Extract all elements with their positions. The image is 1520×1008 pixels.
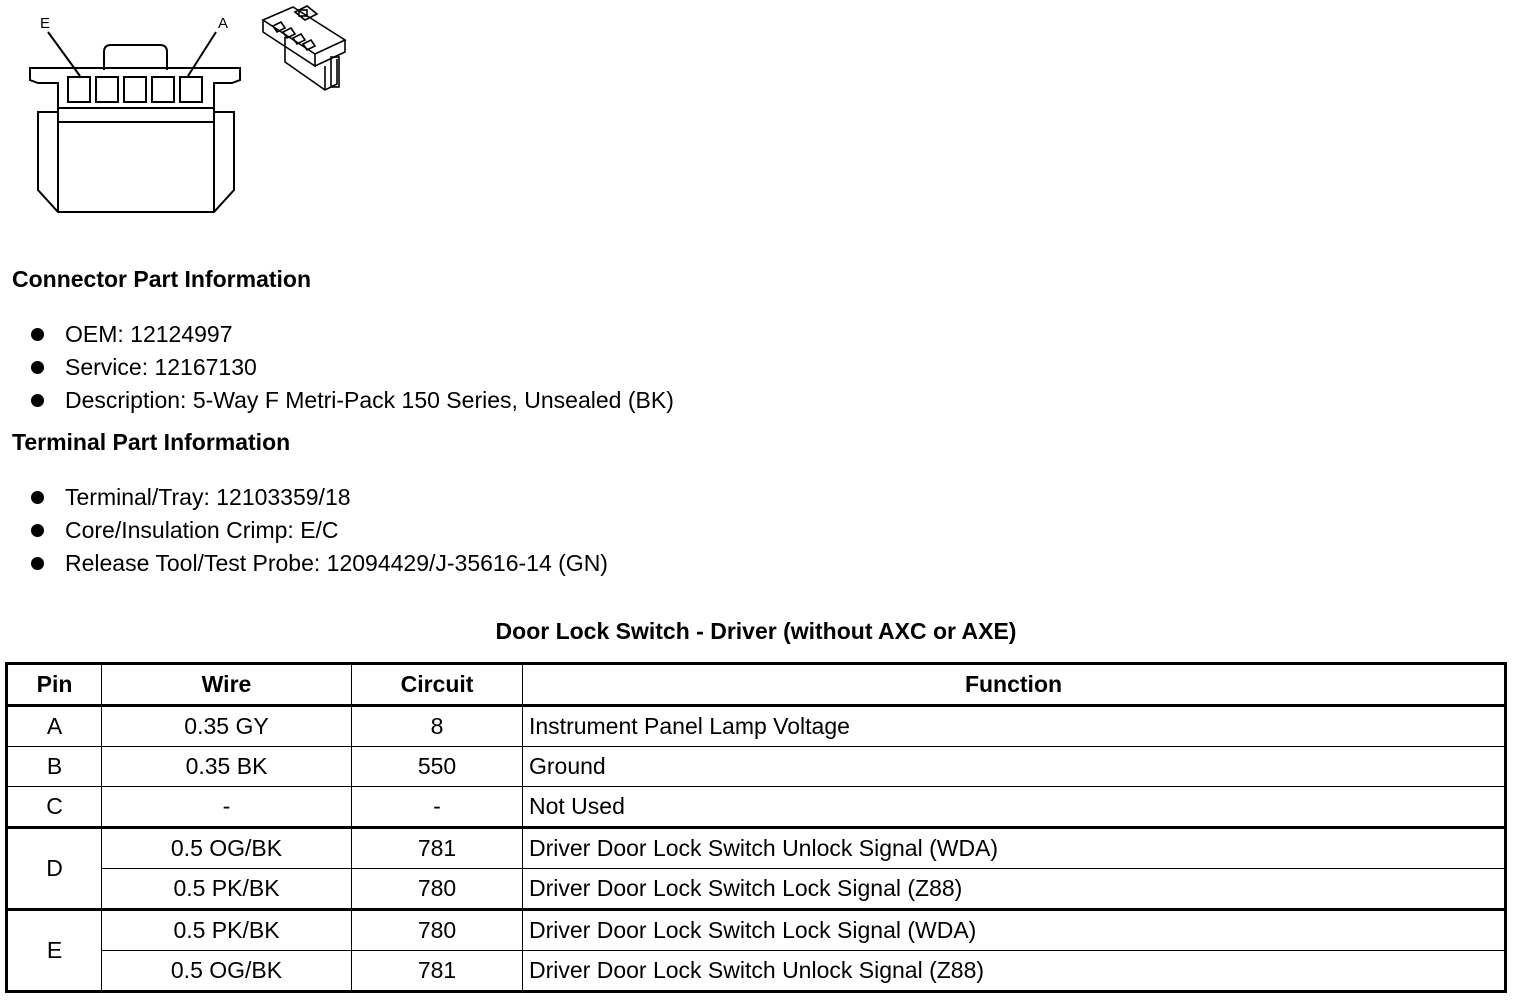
wire-cell: -	[102, 787, 352, 828]
oem-text: OEM: 12124997	[65, 321, 233, 347]
list-item	[28, 514, 608, 547]
function-cell: Instrument Panel Lamp Voltage	[523, 706, 1506, 747]
table-row	[7, 787, 1506, 828]
list-item	[28, 384, 674, 417]
table-row	[7, 910, 1506, 951]
circuit-cell: 780	[352, 910, 523, 951]
service-text: Service: 12167130	[65, 354, 257, 380]
header-pin: Pin	[7, 664, 102, 706]
table-row	[7, 951, 1506, 992]
connector-diagram	[0, 0, 380, 230]
pin-cell: D	[7, 828, 102, 910]
circuit-cell: 780	[352, 869, 523, 910]
bullet-icon	[31, 557, 44, 570]
pin-cell: A	[7, 706, 102, 747]
terminal-info-heading: Terminal Part Information	[12, 429, 291, 455]
connector-isometric-view	[255, 2, 355, 97]
list-item	[28, 318, 674, 351]
function-cell: Not Used	[523, 787, 1506, 828]
list-item	[28, 351, 674, 384]
header-wire: Wire	[102, 664, 352, 706]
circuit-cell: 550	[352, 747, 523, 787]
function-cell: Driver Door Lock Switch Unlock Signal (Z88)	[523, 951, 1506, 992]
crimp-text: Core/Insulation Crimp: E/C	[65, 517, 339, 543]
connector-info-heading: Connector Part Information	[12, 266, 312, 292]
list-item	[28, 547, 608, 580]
bullet-icon	[31, 328, 44, 341]
header-circuit: Circuit	[352, 664, 523, 706]
bullet-icon	[31, 524, 44, 537]
wire-cell: 0.5 OG/BK	[102, 828, 352, 869]
list-item	[28, 481, 608, 514]
pin-label-a: A	[218, 15, 229, 32]
terminal-tray-text: Terminal/Tray: 12103359/18	[65, 484, 351, 510]
function-cell: Ground	[523, 747, 1506, 787]
wire-cell: 0.5 PK/BK	[102, 869, 352, 910]
bullet-icon	[31, 361, 44, 374]
header-function: Function	[523, 664, 1506, 706]
pin-cell: C	[7, 787, 102, 828]
pin-label-e: E	[40, 15, 51, 32]
function-cell: Driver Door Lock Switch Lock Signal (Z88)	[523, 869, 1506, 910]
pin-cell: E	[7, 910, 102, 992]
circuit-cell: 781	[352, 951, 523, 992]
pinout-table	[5, 662, 1507, 993]
table-header-row	[7, 664, 1506, 706]
bullet-icon	[31, 394, 44, 407]
wire-cell: 0.5 OG/BK	[102, 951, 352, 992]
description-text: Description: 5-Way F Metri-Pack 150 Series, Unsealed (BK)	[65, 387, 674, 413]
terminal-info-list	[28, 481, 608, 580]
wire-cell: 0.35 GY	[102, 706, 352, 747]
function-cell: Driver Door Lock Switch Unlock Signal (WDA)	[523, 828, 1506, 869]
circuit-cell: 781	[352, 828, 523, 869]
table-row	[7, 869, 1506, 910]
table-row	[7, 747, 1506, 787]
table-row	[7, 828, 1506, 869]
pin-cell: B	[7, 747, 102, 787]
table-row	[7, 706, 1506, 747]
bullet-icon	[31, 491, 44, 504]
function-cell: Driver Door Lock Switch Lock Signal (WDA)	[523, 910, 1506, 951]
table-title: Door Lock Switch - Driver (without AXC or AXE)	[495, 618, 1017, 644]
wire-cell: 0.5 PK/BK	[102, 910, 352, 951]
wire-cell: 0.35 BK	[102, 747, 352, 787]
connector-info-list	[28, 318, 674, 417]
release-tool-text: Release Tool/Test Probe: 12094429/J-35616-14 (GN)	[65, 550, 608, 576]
circuit-cell: 8	[352, 706, 523, 747]
circuit-cell: -	[352, 787, 523, 828]
